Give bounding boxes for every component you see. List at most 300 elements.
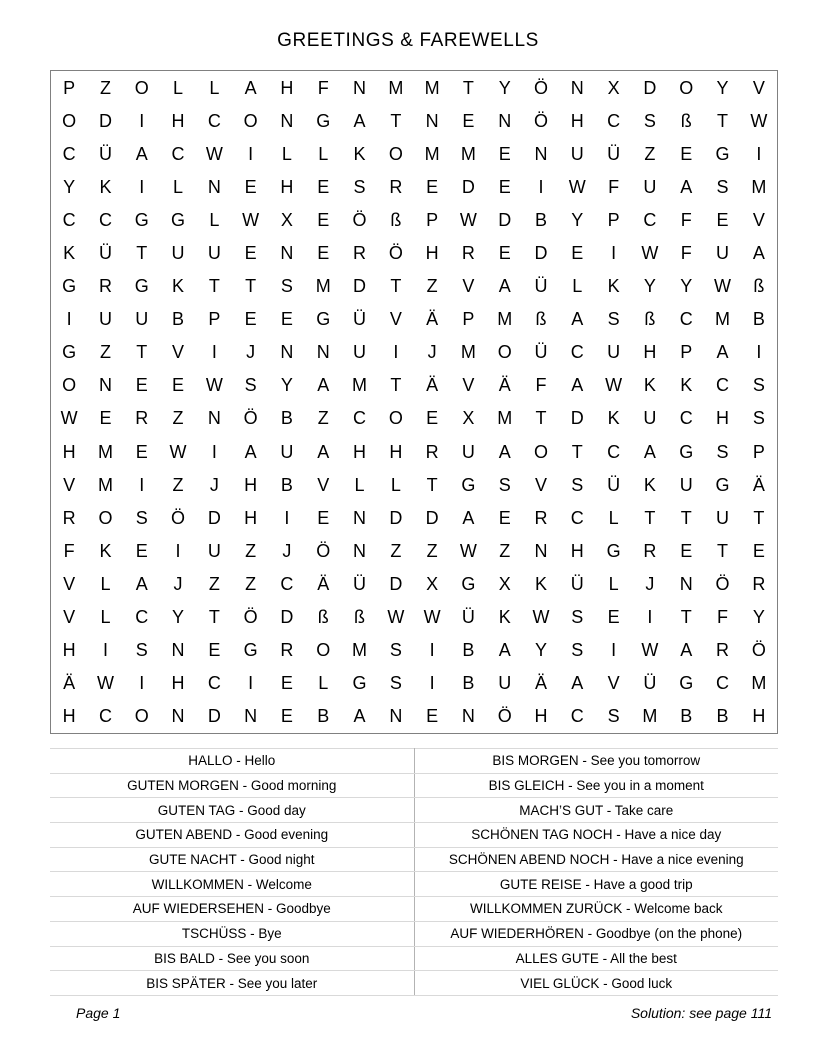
letter-cell[interactable]: T	[208, 607, 220, 628]
word-list-entry[interactable]: TSCHÜSS - Bye	[50, 921, 414, 946]
letter-cell[interactable]: K	[607, 408, 620, 429]
letter-cell[interactable]: C	[570, 342, 584, 363]
letter-cell[interactable]: D	[425, 507, 439, 528]
letter-cell[interactable]: Ü	[643, 673, 657, 694]
letter-cell[interactable]: T	[680, 507, 692, 528]
letter-cell[interactable]: B	[462, 640, 475, 661]
letter-cell[interactable]: B	[462, 673, 475, 694]
letter-cell[interactable]: L	[572, 276, 583, 297]
letter-cell[interactable]: G	[606, 540, 621, 561]
letter-cell[interactable]: A	[752, 243, 765, 264]
letter-cell[interactable]: N	[316, 342, 330, 363]
word-list-entry[interactable]: GUTE NACHT - Good night	[50, 847, 414, 872]
letter-cell[interactable]: I	[756, 143, 762, 164]
letter-cell[interactable]: Ä	[535, 673, 548, 694]
letter-cell[interactable]: E	[280, 673, 293, 694]
letter-cell[interactable]: A	[244, 441, 257, 462]
letter-cell[interactable]: H	[280, 176, 294, 197]
letter-cell[interactable]: W	[750, 110, 768, 131]
letter-cell[interactable]: Ö	[243, 408, 258, 429]
letter-cell[interactable]: E	[607, 607, 620, 628]
letter-cell[interactable]: ß	[680, 110, 692, 131]
letter-cell[interactable]: A	[498, 640, 511, 661]
letter-cell[interactable]: T	[390, 110, 402, 131]
letter-cell[interactable]: W	[242, 209, 260, 230]
letter-cell[interactable]: V	[462, 375, 475, 396]
letter-cell[interactable]: H	[752, 706, 766, 727]
letter-cell[interactable]: U	[207, 243, 221, 264]
letter-cell[interactable]: O	[243, 110, 258, 131]
letter-cell[interactable]: A	[135, 143, 148, 164]
letter-cell[interactable]: S	[498, 474, 511, 495]
letter-cell[interactable]: F	[317, 77, 329, 98]
letter-cell[interactable]: E	[680, 143, 693, 164]
letter-cell[interactable]: C	[607, 441, 621, 462]
letter-cell[interactable]: Ö	[497, 706, 512, 727]
letter-cell[interactable]: K	[643, 375, 656, 396]
letter-cell[interactable]: O	[134, 706, 149, 727]
letter-cell[interactable]: L	[209, 77, 220, 98]
letter-cell[interactable]: U	[171, 243, 185, 264]
letter-cell[interactable]: F	[680, 209, 692, 230]
letter-cell[interactable]: Ü	[98, 243, 112, 264]
letter-cell[interactable]: Ü	[98, 143, 112, 164]
letter-cell[interactable]: J	[246, 342, 256, 363]
letter-cell[interactable]: P	[607, 209, 620, 230]
letter-cell[interactable]: G	[461, 573, 476, 594]
letter-cell[interactable]: E	[280, 706, 293, 727]
letter-cell[interactable]: G	[62, 342, 77, 363]
letter-cell[interactable]: O	[316, 640, 331, 661]
letter-cell[interactable]: Ä	[498, 375, 511, 396]
letter-cell[interactable]: C	[570, 507, 584, 528]
letter-cell[interactable]: H	[570, 110, 584, 131]
letter-cell[interactable]: E	[716, 209, 729, 230]
letter-cell[interactable]: O	[388, 143, 403, 164]
letter-cell[interactable]: Z	[245, 540, 257, 561]
letter-cell[interactable]: S	[752, 408, 765, 429]
letter-cell[interactable]: U	[353, 342, 367, 363]
letter-cell[interactable]: M	[714, 309, 730, 330]
letter-cell[interactable]: I	[429, 673, 435, 694]
letter-cell[interactable]: N	[353, 540, 367, 561]
letter-cell[interactable]: X	[498, 573, 511, 594]
letter-cell[interactable]: H	[62, 640, 76, 661]
letter-cell[interactable]: H	[715, 408, 729, 429]
letter-cell[interactable]: S	[571, 607, 584, 628]
letter-cell[interactable]: H	[353, 441, 367, 462]
letter-cell[interactable]: Ä	[752, 474, 765, 495]
letter-cell[interactable]: C	[280, 573, 294, 594]
letter-cell[interactable]: N	[207, 408, 221, 429]
letter-cell[interactable]: C	[607, 110, 621, 131]
letter-cell[interactable]: V	[63, 474, 76, 495]
letter-cell[interactable]: O	[679, 77, 694, 98]
letter-cell[interactable]: Y	[498, 77, 511, 98]
letter-cell[interactable]: ß	[535, 309, 547, 330]
letter-cell[interactable]: Z	[426, 276, 438, 297]
letter-cell[interactable]: X	[607, 77, 620, 98]
letter-cell[interactable]: L	[608, 507, 619, 528]
letter-cell[interactable]: I	[429, 640, 435, 661]
letter-cell[interactable]: U	[135, 309, 149, 330]
letter-cell[interactable]: D	[98, 110, 112, 131]
word-list-entry[interactable]: BIS MORGEN - See you tomorrow	[414, 749, 778, 774]
letter-cell[interactable]: L	[100, 573, 111, 594]
letter-cell[interactable]: E	[680, 540, 693, 561]
letter-cell[interactable]: V	[607, 673, 620, 694]
letter-cell[interactable]: G	[134, 209, 149, 230]
letter-cell[interactable]: E	[752, 540, 765, 561]
letter-cell[interactable]: N	[461, 706, 475, 727]
letter-cell[interactable]: M	[352, 640, 368, 661]
letter-cell[interactable]: W	[387, 607, 405, 628]
letter-cell[interactable]: C	[570, 706, 584, 727]
letter-cell[interactable]: E	[317, 243, 330, 264]
letter-cell[interactable]: M	[352, 375, 368, 396]
letter-cell[interactable]: Ö	[243, 607, 258, 628]
letter-cell[interactable]: P	[752, 441, 765, 462]
letter-cell[interactable]: D	[461, 176, 475, 197]
letter-cell[interactable]: Ö	[751, 640, 766, 661]
letter-cell[interactable]: I	[248, 143, 254, 164]
letter-cell[interactable]: Ü	[570, 573, 584, 594]
letter-cell[interactable]: Y	[680, 276, 693, 297]
letter-cell[interactable]: R	[389, 176, 403, 197]
letter-cell[interactable]: P	[462, 309, 475, 330]
word-list-entry[interactable]: GUTE REISE - Have a good trip	[414, 872, 778, 897]
letter-cell[interactable]: I	[66, 309, 72, 330]
letter-cell[interactable]: C	[679, 408, 693, 429]
letter-cell[interactable]: H	[171, 110, 185, 131]
letter-cell[interactable]: N	[171, 706, 185, 727]
letter-cell[interactable]: A	[571, 375, 584, 396]
letter-cell[interactable]: A	[643, 441, 656, 462]
letter-cell[interactable]: Y	[571, 209, 584, 230]
letter-cell[interactable]: N	[389, 706, 403, 727]
letter-cell[interactable]: ß	[317, 607, 329, 628]
letter-cell[interactable]: T	[753, 507, 765, 528]
letter-cell[interactable]: R	[280, 640, 294, 661]
letter-cell[interactable]: I	[139, 110, 145, 131]
letter-cell[interactable]: K	[353, 143, 366, 164]
word-list-entry[interactable]: VIEL GLÜCK - Good luck	[414, 971, 778, 996]
word-list-entry[interactable]: AUF WIEDERSEHEN - Goodbye	[50, 897, 414, 922]
letter-cell[interactable]: V	[172, 342, 185, 363]
letter-cell[interactable]: G	[679, 673, 694, 694]
letter-cell[interactable]: R	[135, 408, 149, 429]
letter-cell[interactable]: E	[208, 640, 221, 661]
letter-cell[interactable]: O	[497, 342, 512, 363]
letter-cell[interactable]: X	[462, 408, 475, 429]
letter-cell[interactable]: K	[172, 276, 185, 297]
letter-cell[interactable]: H	[62, 441, 76, 462]
letter-cell[interactable]: V	[535, 474, 548, 495]
letter-cell[interactable]: Ö	[316, 540, 331, 561]
letter-cell[interactable]: U	[461, 441, 475, 462]
word-list-entry[interactable]: SCHÖNEN TAG NOCH - Have a nice day	[414, 823, 778, 848]
letter-cell[interactable]: G	[715, 143, 730, 164]
letter-cell[interactable]: L	[281, 143, 292, 164]
letter-cell[interactable]: A	[135, 573, 148, 594]
letter-cell[interactable]: G	[316, 110, 331, 131]
letter-cell[interactable]: Ö	[171, 507, 186, 528]
word-list-entry[interactable]: SCHÖNEN ABEND NOCH - Have a nice evening	[414, 847, 778, 872]
letter-cell[interactable]: F	[680, 243, 692, 264]
letter-cell[interactable]: S	[643, 110, 656, 131]
letter-cell[interactable]: H	[389, 441, 403, 462]
word-list-entry[interactable]: HALLO - Hello	[50, 749, 414, 774]
letter-cell[interactable]: O	[534, 441, 549, 462]
letter-cell[interactable]: ß	[753, 276, 765, 297]
letter-cell[interactable]: O	[98, 507, 113, 528]
letter-cell[interactable]: B	[280, 474, 293, 495]
letter-cell[interactable]: V	[63, 573, 76, 594]
letter-cell[interactable]: X	[426, 573, 439, 594]
letter-cell[interactable]: W	[641, 640, 659, 661]
letter-cell[interactable]: ß	[644, 309, 656, 330]
letter-cell[interactable]: M	[424, 77, 440, 98]
word-list-entry[interactable]: ALLES GUTE - All the best	[414, 946, 778, 971]
letter-cell[interactable]: T	[390, 375, 402, 396]
letter-cell[interactable]: D	[280, 607, 294, 628]
letter-cell[interactable]: L	[100, 607, 111, 628]
letter-cell[interactable]: C	[62, 209, 76, 230]
letter-cell[interactable]: G	[715, 474, 730, 495]
letter-cell[interactable]: N	[98, 375, 112, 396]
letter-cell[interactable]: H	[244, 507, 258, 528]
letter-cell[interactable]: V	[317, 474, 330, 495]
letter-cell[interactable]: W	[205, 375, 223, 396]
letter-cell[interactable]: R	[425, 441, 439, 462]
letter-cell[interactable]: T	[680, 607, 692, 628]
letter-cell[interactable]: B	[535, 209, 548, 230]
letter-cell[interactable]: Z	[245, 573, 257, 594]
letter-cell[interactable]: A	[317, 441, 330, 462]
letter-cell[interactable]: T	[390, 276, 402, 297]
letter-cell[interactable]: J	[173, 573, 183, 594]
letter-cell[interactable]: D	[570, 408, 584, 429]
letter-cell[interactable]: H	[570, 540, 584, 561]
letter-cell[interactable]: T	[716, 110, 728, 131]
letter-cell[interactable]: D	[643, 77, 657, 98]
letter-cell[interactable]: C	[679, 309, 693, 330]
letter-cell[interactable]: T	[462, 77, 474, 98]
letter-cell[interactable]: R	[643, 540, 657, 561]
letter-cell[interactable]: W	[205, 143, 223, 164]
letter-cell[interactable]: Z	[499, 540, 511, 561]
letter-cell[interactable]: Y	[643, 276, 656, 297]
letter-cell[interactable]: I	[756, 342, 762, 363]
letter-cell[interactable]: N	[679, 573, 693, 594]
letter-cell[interactable]: W	[459, 540, 477, 561]
letter-cell[interactable]: Ä	[63, 673, 76, 694]
letter-cell[interactable]: E	[498, 143, 511, 164]
letter-cell[interactable]: F	[716, 607, 728, 628]
letter-cell[interactable]: Ü	[461, 607, 475, 628]
letter-cell[interactable]: R	[353, 243, 367, 264]
letter-cell[interactable]: H	[171, 673, 185, 694]
letter-cell[interactable]: A	[462, 507, 475, 528]
letter-cell[interactable]: M	[388, 77, 404, 98]
letter-cell[interactable]: W	[423, 607, 441, 628]
letter-cell[interactable]: G	[461, 474, 476, 495]
letter-cell[interactable]: G	[316, 309, 331, 330]
letter-cell[interactable]: A	[571, 309, 584, 330]
letter-cell[interactable]: S	[353, 176, 366, 197]
letter-cell[interactable]: S	[389, 640, 402, 661]
letter-cell[interactable]: I	[538, 176, 544, 197]
letter-cell[interactable]: I	[211, 342, 217, 363]
letter-cell[interactable]: E	[462, 110, 475, 131]
letter-cell[interactable]: H	[534, 706, 548, 727]
letter-cell[interactable]: D	[389, 507, 403, 528]
letter-cell[interactable]: B	[280, 408, 293, 429]
letter-cell[interactable]: Z	[99, 77, 111, 98]
letter-cell[interactable]: Y	[535, 640, 548, 661]
letter-cell[interactable]: N	[280, 342, 294, 363]
letter-cell[interactable]: R	[534, 507, 548, 528]
letter-cell[interactable]: S	[571, 640, 584, 661]
letter-cell[interactable]: B	[716, 706, 729, 727]
word-list-entry[interactable]: WILLKOMMEN - Welcome	[50, 872, 414, 897]
letter-cell[interactable]: D	[207, 507, 221, 528]
letter-cell[interactable]: E	[135, 540, 148, 561]
letter-cell[interactable]: R	[461, 243, 475, 264]
letter-cell[interactable]: E	[280, 309, 293, 330]
letter-cell[interactable]: J	[209, 474, 219, 495]
word-list-entry[interactable]: AUF WIEDERHÖREN - Goodbye (on the phone)	[414, 921, 778, 946]
letter-cell[interactable]: G	[62, 276, 77, 297]
letter-cell[interactable]: C	[643, 209, 657, 230]
letter-cell[interactable]: M	[97, 474, 113, 495]
letter-cell[interactable]: K	[643, 474, 656, 495]
letter-cell[interactable]: K	[99, 540, 112, 561]
letter-cell[interactable]: Y	[752, 607, 765, 628]
letter-cell[interactable]: M	[97, 441, 113, 462]
letter-cell[interactable]: U	[643, 176, 657, 197]
letter-cell[interactable]: I	[393, 342, 399, 363]
letter-cell[interactable]: T	[535, 408, 547, 429]
letter-cell[interactable]: K	[680, 375, 693, 396]
letter-cell[interactable]: S	[135, 507, 148, 528]
letter-cell[interactable]: Z	[317, 408, 329, 429]
word-list-entry[interactable]: GUTEN TAG - Good day	[50, 798, 414, 823]
letter-cell[interactable]: L	[354, 474, 365, 495]
letter-cell[interactable]: B	[752, 309, 765, 330]
letter-cell[interactable]: V	[462, 276, 475, 297]
letter-cell[interactable]: N	[280, 110, 294, 131]
letter-cell[interactable]: C	[207, 673, 221, 694]
letter-cell[interactable]: W	[60, 408, 78, 429]
letter-cell[interactable]: N	[534, 143, 548, 164]
letter-cell[interactable]: H	[62, 706, 76, 727]
letter-cell[interactable]: N	[207, 176, 221, 197]
letter-cell[interactable]: S	[716, 176, 729, 197]
word-list-entry[interactable]: BIS BALD - See you soon	[50, 946, 414, 971]
letter-cell[interactable]: T	[716, 540, 728, 561]
letter-cell[interactable]: Z	[644, 143, 656, 164]
letter-cell[interactable]: I	[248, 673, 254, 694]
letter-cell[interactable]: W	[532, 607, 550, 628]
letter-cell[interactable]: E	[317, 507, 330, 528]
letter-cell[interactable]: G	[171, 209, 186, 230]
letter-cell[interactable]: R	[752, 573, 766, 594]
letter-cell[interactable]: D	[534, 243, 548, 264]
letter-cell[interactable]: S	[716, 441, 729, 462]
letter-cell[interactable]: K	[63, 243, 76, 264]
letter-cell[interactable]: E	[571, 243, 584, 264]
letter-cell[interactable]: E	[135, 375, 148, 396]
letter-cell[interactable]: G	[352, 673, 367, 694]
letter-cell[interactable]: O	[134, 77, 149, 98]
letter-cell[interactable]: Ü	[534, 276, 548, 297]
letter-cell[interactable]: T	[245, 276, 257, 297]
letter-cell[interactable]: E	[498, 176, 511, 197]
letter-cell[interactable]: L	[173, 77, 184, 98]
letter-cell[interactable]: G	[243, 640, 258, 661]
letter-cell[interactable]: M	[460, 342, 476, 363]
letter-cell[interactable]: C	[353, 408, 367, 429]
letter-cell[interactable]: I	[611, 243, 617, 264]
letter-cell[interactable]: C	[207, 110, 221, 131]
word-list-entry[interactable]: GUTEN MORGEN - Good morning	[50, 773, 414, 798]
letter-cell[interactable]: L	[173, 176, 184, 197]
letter-cell[interactable]: A	[680, 640, 693, 661]
letter-cell[interactable]: P	[680, 342, 693, 363]
letter-cell[interactable]: E	[498, 507, 511, 528]
letter-cell[interactable]: W	[641, 243, 659, 264]
letter-cell[interactable]: V	[752, 209, 765, 230]
letter-cell[interactable]: S	[752, 375, 765, 396]
letter-cell[interactable]: P	[63, 77, 76, 98]
letter-cell[interactable]: Ä	[317, 573, 330, 594]
letter-cell[interactable]: Ö	[388, 243, 403, 264]
word-list-entry[interactable]: BIS GLEICH - See you in a moment	[414, 773, 778, 798]
letter-cell[interactable]: N	[534, 540, 548, 561]
letter-cell[interactable]: B	[317, 706, 330, 727]
letter-cell[interactable]: C	[715, 375, 729, 396]
letter-cell[interactable]: A	[716, 342, 729, 363]
letter-cell[interactable]: ß	[390, 209, 402, 230]
letter-cell[interactable]: C	[62, 143, 76, 164]
letter-cell[interactable]: ß	[354, 607, 366, 628]
letter-cell[interactable]: V	[389, 309, 402, 330]
letter-cell[interactable]: Ü	[607, 143, 621, 164]
letter-cell[interactable]: J	[282, 540, 292, 561]
letter-cell[interactable]: L	[390, 474, 401, 495]
letter-cell[interactable]: M	[751, 673, 767, 694]
letter-cell[interactable]: C	[98, 209, 112, 230]
letter-cell[interactable]: U	[207, 540, 221, 561]
letter-cell[interactable]: C	[715, 673, 729, 694]
letter-cell[interactable]: M	[642, 706, 658, 727]
letter-cell[interactable]: M	[315, 276, 331, 297]
letter-cell[interactable]: G	[134, 276, 149, 297]
letter-cell[interactable]: M	[424, 143, 440, 164]
letter-cell[interactable]: U	[498, 673, 512, 694]
letter-cell[interactable]: A	[571, 673, 584, 694]
word-list-entry[interactable]: BIS SPÄTER - See you later	[50, 971, 414, 996]
letter-cell[interactable]: Ü	[353, 573, 367, 594]
letter-cell[interactable]: I	[211, 441, 217, 462]
letter-cell[interactable]: D	[389, 573, 403, 594]
letter-cell[interactable]: A	[353, 110, 366, 131]
letter-cell[interactable]: Y	[63, 176, 76, 197]
letter-cell[interactable]: I	[102, 640, 108, 661]
letter-cell[interactable]: S	[389, 673, 402, 694]
letter-cell[interactable]: D	[353, 276, 367, 297]
